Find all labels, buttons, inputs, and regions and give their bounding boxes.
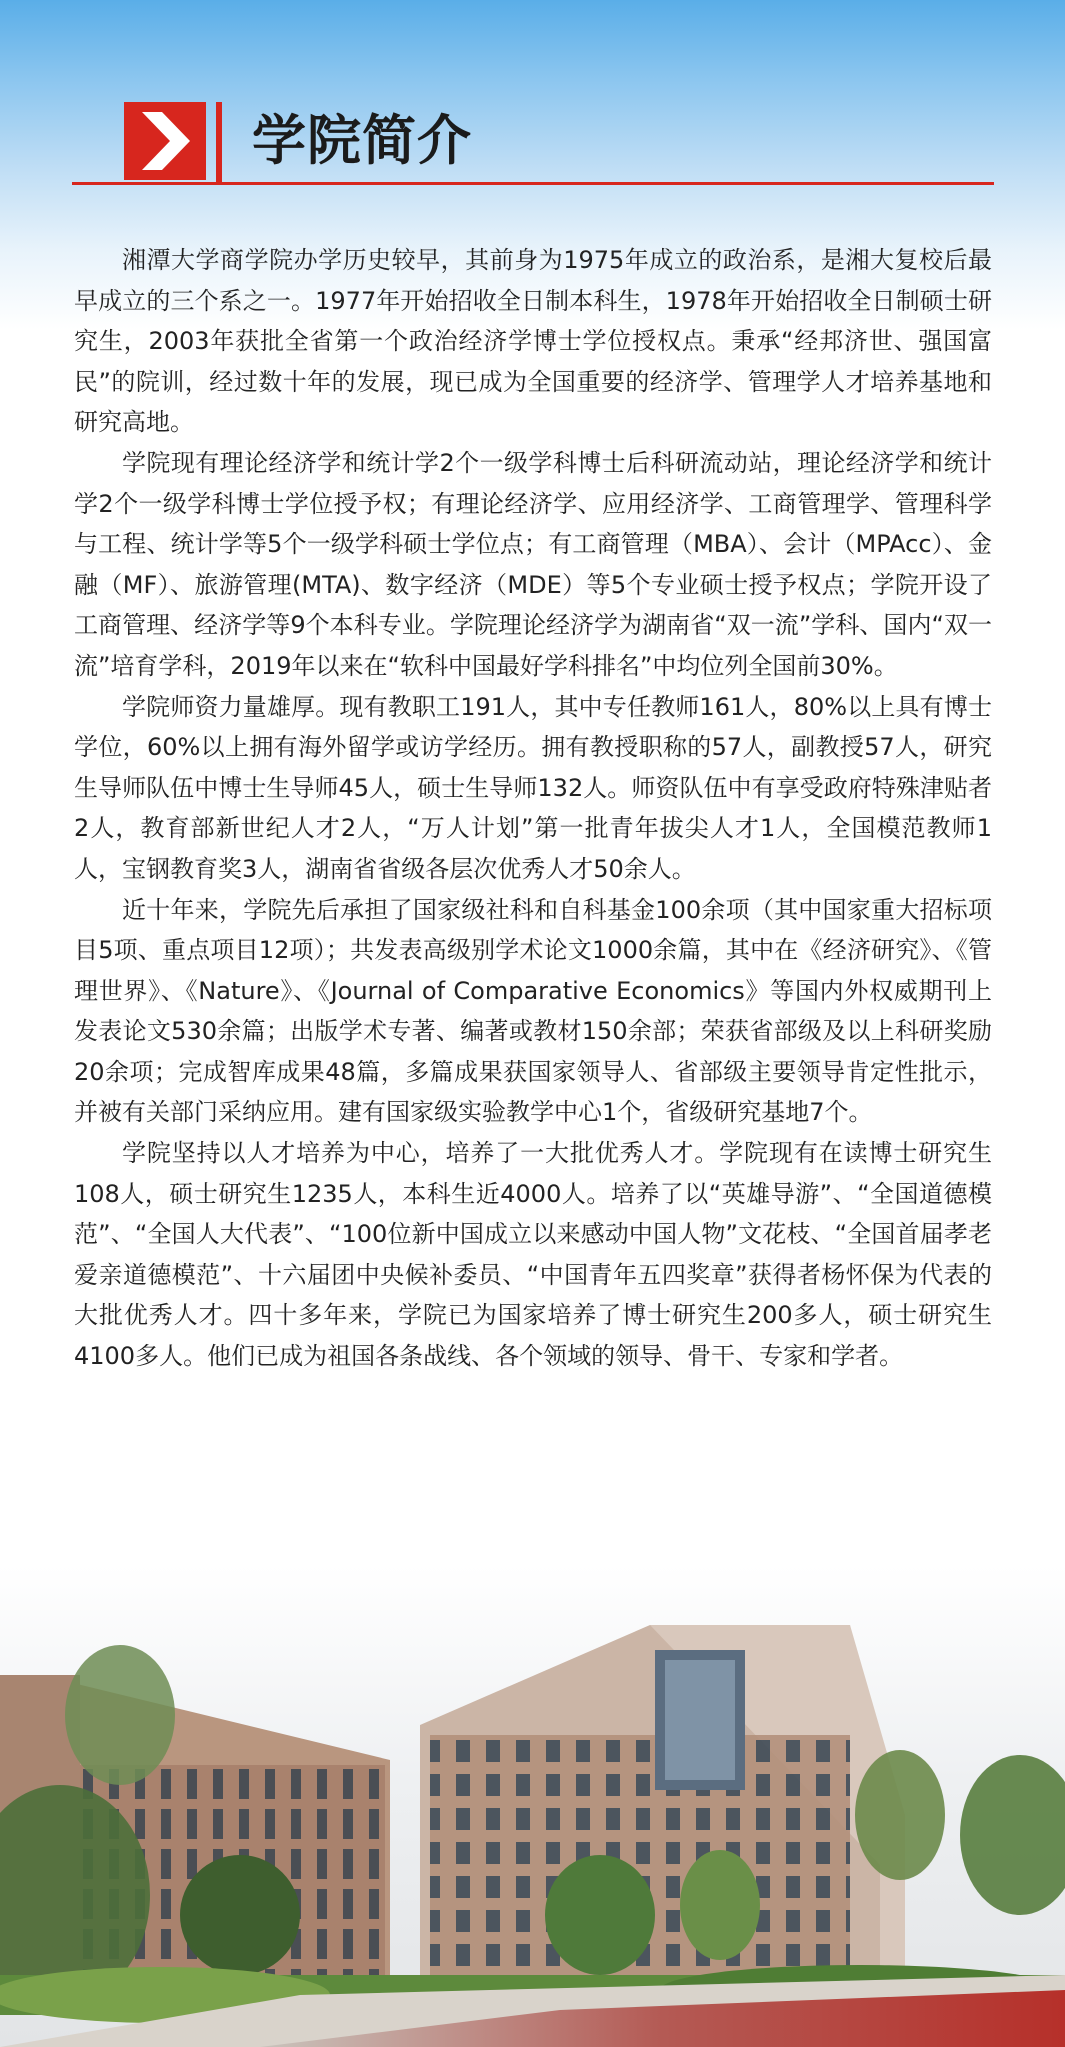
intro-paragraph-history: 湘潭大学商学院办学历史较早，其前身为1975年成立的政治系，是湘大复校后最早成立的三个系之一。1977年开始招收全日制本科生，1978年开始招收全日制硕士研究生，2003年获批全省第一个政治经济学博士学位授权点。秉承“经邦济世、强国富民”的院训，经过数十年的发展，现已成为全国重要的经济学、管理学人才培养基地和研究高地。 — [74, 246, 992, 437]
chevron-right-icon — [124, 102, 206, 180]
section-header — [72, 96, 994, 186]
intro-paragraph-talent: 学院坚持以人才培养为中心，培养了一大批优秀人才。学院现有在读博士研究生108人，硕士研究生1235人，本科生近4000人。培养了以“英雄导游”、“全国道德模范”、“全国人大代表”、“100位新中国成立以来感动中国人物”文花枝、“全国首届孝老爱亲道德模范”、十六届团中央候补委员、“中国青年五四奖章”获得者杨怀保为代表的大批优秀人才。四十多年来，学院已为国家培养了博士研究生200多人，硕士研究生4100多人。他们已成为祖国各条战线、各个领域的领导、骨干、专家和学者。 — [74, 1139, 992, 1371]
intro-paragraph-disciplines: 学院现有理论经济学和统计学2个一级学科博士后科研流动站，理论经济学和统计学2个一级学科博士学位授予权；有理论经济学、应用经济学、工商管理学、管理科学与工程、统计学等5个一级学科硕士学位点；有工商管理（MBA）、会计（MPAcc）、金融（MF）、旅游管理(MTA)、数字经济（MDE）等5个专业硕士授予权点；学院开设了工商管理、经济学等9个本科专业。学院理论经济学为湖南省“双一流”学科、国内“双一流”培育学科，2019年以来在“软科中国最好学科排名”中均位列全国前30%。 — [74, 448, 992, 680]
college-introduction — [74, 240, 992, 1377]
header-divider-bar — [216, 102, 222, 182]
header-underline — [72, 182, 994, 185]
page-title: 学院简介 — [252, 109, 472, 172]
intro-paragraph-research: 近十年来，学院先后承担了国家级社科和自科基金100余项（其中国家重大招标项目5项、重点项目12项）；共发表高级别学术论文1000余篇，其中在《经济研究》、《管理世界》、《Nature》、《Journal of Comparative Economics》等国内外权威期刊上发表论文530余篇；出版学术专著、编著或教材150余部；荣获省部级及以上科研奖励20余项；完成智库成果48篇，多篇成果获国家领导人、省部级主要领导肯定性批示，并被有关部门采纳应用。建有国家级实验教学中心1个，省级研究基地7个。 — [74, 895, 992, 1127]
intro-paragraph-faculty: 学院师资力量雄厚。现有教职工191人，其中专任教师161人，80%以上具有博士学位，60%以上拥有海外留学或访学经历。拥有教授职称的57人，副教授57人，研究生导师队伍中博士生导师45人，硕士生导师132人。师资队伍中有享受政府特殊津贴者2人，教育部新世纪人才2人，“万人计划”第一批青年拔尖人才1人，全国模范教师1人，宝钢教育奖3人，湖南省省级各层次优秀人才50余人。 — [74, 692, 992, 883]
campus-building-photo — [0, 1565, 1065, 2047]
